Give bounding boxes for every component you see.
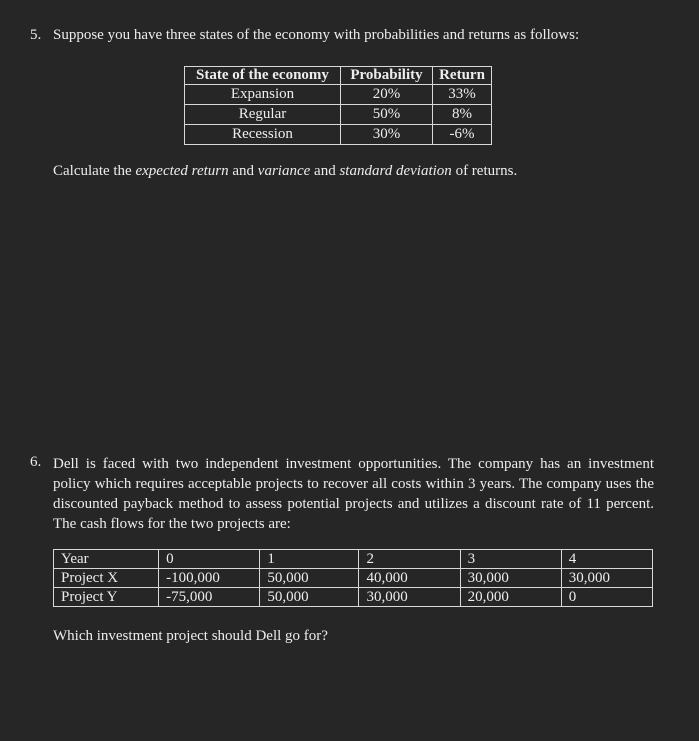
question-6-prompt: Which investment project should Dell go for? bbox=[53, 628, 328, 644]
question-5-instruction bbox=[53, 163, 517, 180]
table-row-year bbox=[54, 550, 653, 569]
cash-flow-cell: 30,000 bbox=[561, 569, 652, 588]
term-expected-return: expected return bbox=[135, 163, 229, 179]
year-label-cell: Year bbox=[54, 550, 159, 569]
cash-flows-table bbox=[53, 549, 653, 607]
table-row-project-x bbox=[54, 569, 653, 588]
probability-cell: 50% bbox=[341, 105, 433, 125]
header-return: Return bbox=[433, 67, 492, 85]
state-cell: Recession bbox=[185, 125, 341, 145]
calc-and-1: and bbox=[228, 163, 258, 179]
probability-cell: 30% bbox=[341, 125, 433, 145]
cash-flow-cell: 50,000 bbox=[260, 569, 359, 588]
year-cell: 1 bbox=[260, 550, 359, 569]
cash-flow-cell: 30,000 bbox=[359, 588, 460, 607]
header-probability: Probability bbox=[341, 67, 433, 85]
year-cell: 3 bbox=[460, 550, 561, 569]
cash-flow-cell: 0 bbox=[561, 588, 652, 607]
cash-flow-cell: 30,000 bbox=[460, 569, 561, 588]
cash-flow-cell: 50,000 bbox=[260, 588, 359, 607]
year-cell: 2 bbox=[359, 550, 460, 569]
question-5-number: 5. bbox=[30, 27, 42, 43]
header-state: State of the economy bbox=[185, 67, 341, 85]
return-cell: -6% bbox=[433, 125, 492, 145]
cash-flow-cell: -100,000 bbox=[159, 569, 260, 588]
table-row-project-y bbox=[54, 588, 653, 607]
table-row bbox=[185, 85, 492, 105]
term-standard-deviation: standard deviation bbox=[339, 163, 452, 179]
state-cell: Expansion bbox=[185, 85, 341, 105]
question-5-intro: Suppose you have three states of the economy with probabilities and returns as follows: bbox=[53, 27, 580, 43]
term-variance: variance bbox=[257, 163, 311, 179]
table-row bbox=[185, 125, 492, 145]
return-cell: 33% bbox=[433, 85, 492, 105]
return-cell: 8% bbox=[433, 105, 492, 125]
year-cell: 0 bbox=[159, 550, 260, 569]
probability-cell: 20% bbox=[341, 85, 433, 105]
cash-flow-cell: 20,000 bbox=[460, 588, 561, 607]
question-6-number: 6. bbox=[30, 454, 42, 470]
state-cell: Regular bbox=[185, 105, 341, 125]
cash-flow-cell: -75,000 bbox=[159, 588, 260, 607]
calc-prefix: Calculate the bbox=[53, 163, 136, 179]
project-label-cell: Project Y bbox=[54, 588, 159, 607]
economy-states-table bbox=[184, 66, 492, 145]
project-label-cell: Project X bbox=[54, 569, 159, 588]
calc-and-2: and bbox=[310, 163, 340, 179]
table-row bbox=[185, 105, 492, 125]
table-header-row bbox=[185, 67, 492, 85]
calc-suffix: of returns. bbox=[451, 163, 518, 179]
year-cell: 4 bbox=[561, 550, 652, 569]
cash-flow-cell: 40,000 bbox=[359, 569, 460, 588]
question-6-paragraph: Dell is faced with two independent investment opportunities. The company has an investment policy which requires acceptable projects to recover all costs within 3 years. The company uses the discounted payback method to assess potential projects and utilizes a discount rate of 11 percent. The cash flows for the two projects are: bbox=[53, 456, 654, 532]
